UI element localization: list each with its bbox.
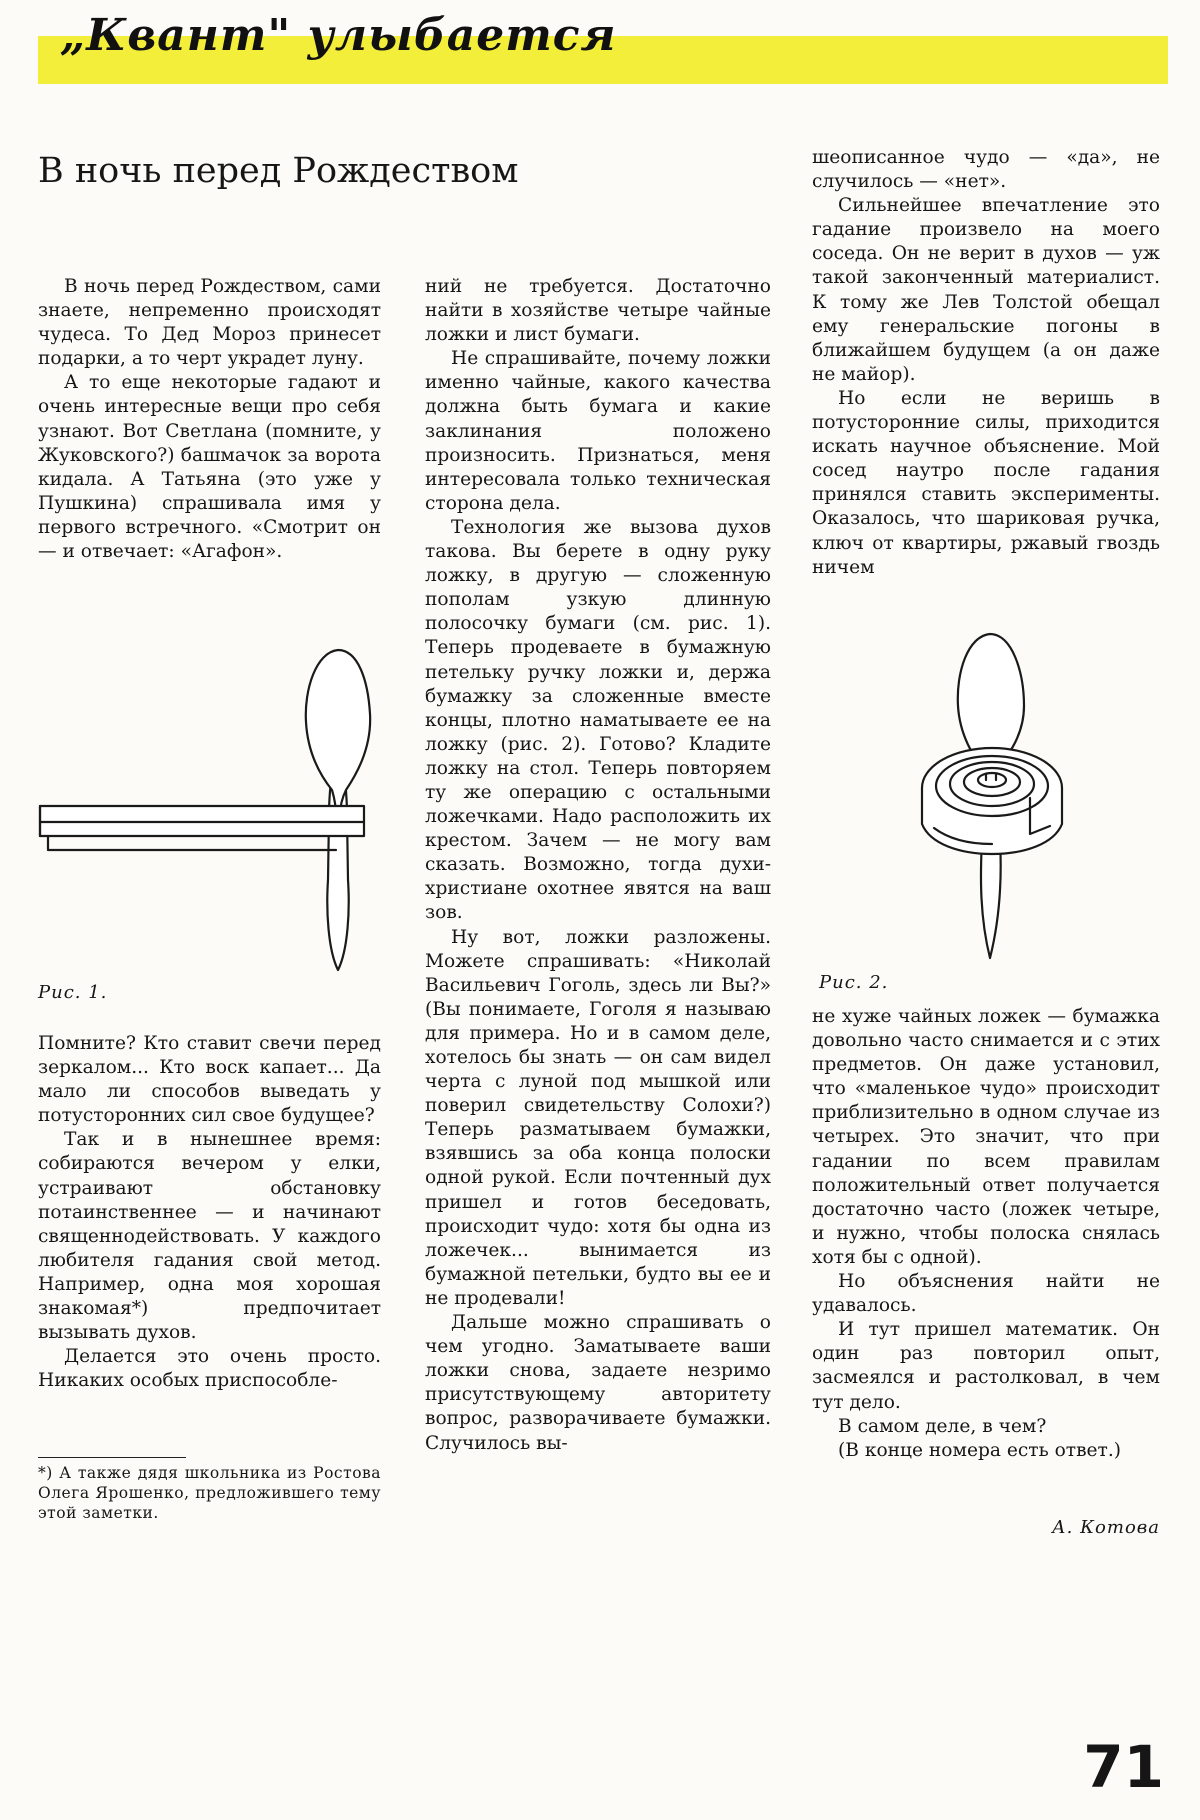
paragraph: Так и в нынешнее время: собираются вечером у елки, устраивают обстановку потаинственнее — и начинают священнодействовать. У каждого любителя гадания свой метод. Например, одна моя хорошая знакомая*) предпочитает вызывать духов. bbox=[38, 1129, 381, 1344]
figure-1-caption: Рис. 1. bbox=[38, 982, 108, 1003]
column-1 bbox=[38, 275, 381, 564]
paragraph: Помните? Кто ставит свечи перед зеркалом... Кто воск капает... Да мало ли способов выведать у потусторонних сил свое будущее? bbox=[38, 1033, 381, 1127]
column-3-continued bbox=[812, 1005, 1160, 1463]
paragraph: не хуже чайных ложек — бумажка довольно часто снимается и с этих предметов. Он даже установил, что «маленькое чудо» происходит приблизительно в одном случае из четырех. Это значит, что при гадании по всем правилам положительный ответ получается достаточно часто (ложек четыре, и нужно, чтобы полоска снялась хотя бы с одной). bbox=[812, 1006, 1160, 1268]
paragraph: Ну вот, ложки разложены. Можете спрашивать: «Николай Васильевич Гоголь, здесь ли Вы?» (Вы понимаете, Гоголя я называю для примера. Но и в самом деле, хотелось бы знать — он сам видел черта с луной под мышкой или поверил свидетельству Солохи?) Теперь разматываем бумажки, взявшись за оба конца полоски одной рукой. Если почтенный дух пришел и готов беседовать, происходит чудо: хотя бы одна из ложечек... вынимается из бумажной петельки, будто вы ее и не продевали! bbox=[425, 926, 771, 1309]
paragraph: Технология же вызова духов такова. Вы берете в одну руку ложку, в другую — сложенную пополам узкую длинную полосочку бумаги (см. рис. 1). Теперь продеваете в бумажную петельку ручку ложки и, держа бумажку за сложенные вместе концы, плотно наматываете ее на ложку (рис. 2). Готово? Кладите ложку на стол. Теперь повторяем ту же операцию с остальными ложечками. Надо расположить их крестом. Зачем — не могу вам сказать. Возможно, тогда духи-христиане охотнее явятся на ваш зов. bbox=[425, 516, 771, 924]
article-title: В ночь перед Рождеством bbox=[38, 151, 519, 191]
paragraph: В самом деле, в чем? bbox=[838, 1415, 1047, 1437]
paragraph: В ночь перед Рождеством, сами знаете, непременно происходят чудеса. То Дед Мороз принесет подарки, а то черт украдет луну. bbox=[38, 276, 381, 370]
paragraph: Дальше можно спрашивать о чем угодно. Заматываете ваши ложки снова, задаете незримо присутствующему авторитету вопрос, разворачиваете бумажки. Случилось вы- bbox=[425, 1312, 771, 1454]
paragraph: Делается это очень просто. Никаких особых приспособле- bbox=[38, 1346, 381, 1392]
page-number: 71 bbox=[1083, 1733, 1164, 1801]
paragraph: ний не требуется. Достаточно найти в хозяйстве четыре чайные ложки и лист бумаги. bbox=[425, 276, 771, 346]
author-signature: А. Котова bbox=[1052, 1517, 1160, 1538]
paragraph: (В конце номера есть ответ.) bbox=[838, 1439, 1122, 1461]
paragraph: А то еще некоторые гадают и очень интересные вещи про себя узнают. Вот Светлана (помните, у Жуковского?) башмачок за ворота кидала. А Татьяна (это уже у Пушкина) спрашивала имя у первого встречного. «Смотрит он — и отвечает: «Агафон». bbox=[38, 372, 381, 563]
column-1-continued bbox=[38, 1032, 381, 1393]
paragraph: И тут пришел математик. Он один раз повторил опыт, засмеялся и растолковал, в чем тут дело. bbox=[812, 1319, 1160, 1413]
paragraph: Но если не веришь в потусторонние силы, приходится искать научное объяснение. Мой сосед наутро после гадания принялся ставить эксперименты. Оказалось, что шариковая ручка, ключ от квартиры, ржавый гвоздь ничем bbox=[812, 387, 1160, 578]
figure-2-spoon-wound bbox=[920, 628, 1120, 988]
footnote-divider bbox=[38, 1457, 186, 1458]
paragraph: шеописанное чудо — «да», не случилось — «нет». bbox=[812, 147, 1160, 193]
column-3 bbox=[812, 146, 1160, 580]
section-banner-title: „Квант" улыбается bbox=[60, 10, 617, 61]
column-2 bbox=[425, 275, 771, 1456]
footnote: *) А также дядя школьника из Ростова Олега Ярошенко, предложившего тему этой заметки. bbox=[38, 1464, 381, 1522]
paragraph: Сильнейшее впечатление это гадание произвело на моего соседа. Он не верит в духов — уж такой законченный материалист. К тому же Лев Толстой обещал ему генеральские погоны в ближайшем будущем (а он даже не майор). bbox=[812, 195, 1160, 385]
figure-1-spoon-strip bbox=[36, 640, 376, 980]
paragraph: Не спрашивайте, почему ложки именно чайные, какого качества должна быть бумага и какие заклинания положено произносить. Признаться, меня интересовала только техническая сторона дела. bbox=[425, 348, 771, 514]
paragraph: Но объяснения найти не удавалось. bbox=[812, 1271, 1160, 1317]
figure-2-caption: Рис. 2. bbox=[819, 972, 889, 993]
